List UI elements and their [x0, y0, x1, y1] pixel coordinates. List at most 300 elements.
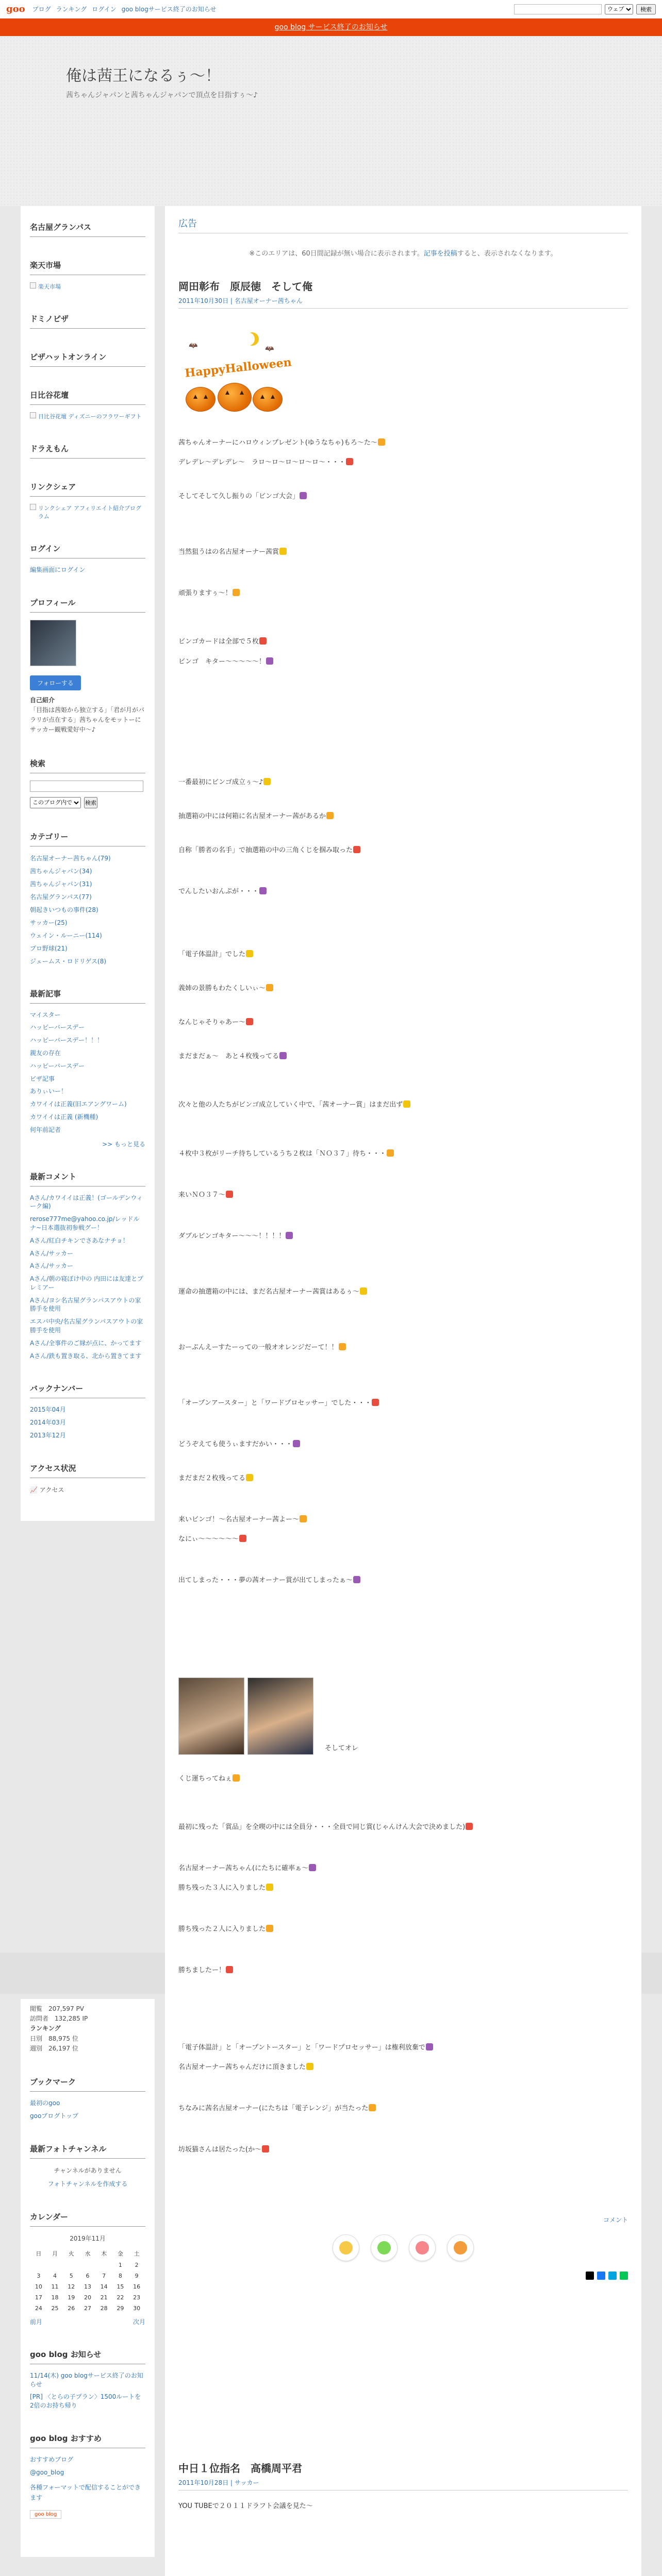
backnumber-link[interactable]: 2014年03月: [30, 1419, 66, 1427]
calendar-day: 27: [84, 2304, 91, 2312]
bat-icon: 🦇: [189, 342, 198, 350]
bat-icon: 🦇: [265, 345, 274, 353]
emoji-icon: [279, 548, 287, 555]
emoji-icon: [353, 846, 360, 853]
recent-comment-link[interactable]: Aさん/紅白チキンでさあなナチョ！: [30, 1236, 129, 1244]
post-line: ビンゴ キター～～～～～！: [178, 656, 628, 668]
emoji-icon: [306, 2063, 313, 2070]
post-line: 運命の抽選箱の中には、まだ名古屋オーナー茜賞はあるぅ～: [178, 1286, 628, 1298]
paragraph-spacer: [178, 1587, 628, 1667]
category-link[interactable]: 朝起きいつもの事件(28): [30, 906, 98, 913]
calendar-day: 21: [100, 2294, 108, 2301]
post-line: ダブルビンゴキター～～～！！！！: [178, 1231, 628, 1242]
photo-hara: [247, 1677, 313, 1755]
recent-comment-link[interactable]: Aさん/全事件のご縁が点に、かってます: [30, 1339, 142, 1347]
calendar-day: 6: [86, 2272, 90, 2279]
paragraph-spacer: [178, 1526, 628, 1534]
paragraph-spacer: [178, 1833, 628, 1863]
post-title[interactable]: 岡田彰布 原辰徳 そして俺: [178, 280, 312, 293]
blog-search-scope[interactable]: [30, 797, 81, 808]
paragraph-spacer: [178, 1111, 628, 1148]
emoji-icon: [346, 458, 353, 465]
ranking-label: ランキング: [30, 2025, 61, 2032]
emoji-icon: [300, 492, 307, 499]
x-share-icon[interactable]: [586, 2272, 594, 2280]
calendar-day: [31, 2260, 46, 2270]
recent-comment-link[interactable]: rerose777me@yahoo.co.jp/レッドルナ~日本選抜初参戦グー！: [30, 1215, 140, 1231]
calendar-day: 5: [69, 2272, 73, 2279]
paragraph-spacer: [178, 1935, 628, 1965]
sidebar-section-profile: [30, 597, 145, 735]
recent-comment-link[interactable]: Aさん/カワイイは正義！(ゴールデンウィーク編): [30, 1194, 143, 1210]
emoji-icon: [360, 1287, 367, 1295]
paragraph-spacer: [178, 897, 628, 949]
sidebar-heading: ドミノピザ: [30, 313, 145, 329]
recent-post-link[interactable]: ハッピーバースデー！！！: [30, 1037, 104, 1044]
rakuten-banner[interactable]: 楽天市場: [30, 282, 145, 291]
post-line: 頑張りますぅ～！: [178, 588, 628, 599]
sidebar-section-grampus: [30, 222, 145, 237]
post-line: 勝ち残った２人に入りました: [178, 1924, 628, 1935]
blog-search-button[interactable]: 検索: [84, 797, 97, 808]
emoji-icon: [262, 2145, 269, 2153]
goo-nav: [32, 5, 217, 13]
ad-label: 広告: [178, 216, 628, 233]
emoji-icon: [387, 1149, 394, 1157]
photo-empty: チャンネルがありません: [54, 2166, 122, 2174]
service-end-link[interactable]: goo blog サービス終了のお知らせ: [274, 23, 388, 31]
paragraph-spacer: [178, 1201, 628, 1231]
emoji-icon: [246, 950, 253, 957]
emoji-icon: [339, 1343, 346, 1350]
paragraph-spacer: [178, 1353, 628, 1398]
emoji-icon: [266, 657, 273, 665]
post-line: 名古屋オーナー茜ちゃんだけに頂きました: [178, 2062, 628, 2073]
calendar-day: 17: [35, 2294, 42, 2301]
calendar-day: 12: [68, 2283, 75, 2290]
reaction-love[interactable]: [409, 2234, 436, 2261]
calendar-day: 23: [133, 2294, 141, 2301]
recent-post-link[interactable]: カワイイは正義(旧エアングワーム): [30, 1100, 127, 1108]
photo-create-link[interactable]: フォトチャンネルを作成する: [47, 2180, 128, 2188]
paragraph-spacer: [178, 2114, 628, 2144]
goo-search-select[interactable]: [605, 4, 633, 14]
emoji-icon: [246, 1018, 253, 1025]
paragraph-spacer: [178, 558, 628, 588]
paragraph-spacer: [178, 1409, 628, 1439]
paragraph-spacer: [178, 1874, 628, 1883]
goo-notice-item[interactable]: 11/14(木) goo blogサービス終了のお知らせ: [30, 2371, 143, 2388]
post-line: 坊坂猫さんは居たった(か～: [178, 2144, 628, 2156]
access-stats: [30, 2004, 145, 2054]
post-line: 一番最初にビンゴ成立ぅ～♪: [178, 777, 628, 788]
backnumber-link[interactable]: 2015年04月: [30, 1406, 66, 1414]
paragraph-spacer: [178, 994, 628, 1017]
goo-notice-item[interactable]: [PR] 〈とらの子プラン〉1500ルートを 2倍のお持ち帰り: [30, 2393, 141, 2410]
post-line: なにぃ～～～～～～: [178, 1534, 628, 1545]
paragraph-spacer: [178, 1976, 628, 2042]
login-link[interactable]: 編集画面にログイン: [30, 566, 86, 573]
calendar-day: 22: [117, 2294, 124, 2301]
sidebar-heading: ログイン: [30, 543, 145, 558]
sidebar-heading: 最新コメント: [30, 1171, 145, 1187]
calendar-day: 13: [84, 2283, 91, 2290]
recent-post-link[interactable]: ハッピーバースデー: [30, 1024, 85, 1031]
post-line: 名古屋オーナー茜ちゃん(にたちに確率ぁ～: [178, 1863, 628, 1874]
rss-badge[interactable]: goo blog: [30, 2510, 61, 2519]
recommend-link[interactable]: おすすめブログ: [30, 2455, 74, 2463]
calendar-day: [63, 2260, 79, 2270]
post-line: 来いビンゴ！～名古屋オーナー茜よー～: [178, 1514, 628, 1526]
sidebar-heading: ピザハットオンライン: [30, 351, 145, 367]
nav-blog[interactable]: ブログ: [32, 6, 51, 13]
emoji-icon: [266, 1925, 273, 1932]
category-link[interactable]: 茜ちゃんジャパン(34): [30, 867, 92, 875]
paragraph-spacer: [178, 468, 628, 491]
reaction-like[interactable]: [333, 2234, 359, 2261]
access-label: 📈 アクセス: [30, 1486, 64, 1494]
recent-post-link[interactable]: ハッピーバースデー: [30, 1062, 85, 1070]
sidebar-heading: 名古屋グランパス: [30, 222, 145, 237]
calendar-day: 1: [118, 2261, 122, 2268]
sidebar-heading: プロフィール: [30, 597, 145, 613]
blog-subtitle: 茜ちゃんジャパンと茜ちゃんジャパンで頂点を目指すぅ～♪: [66, 91, 258, 99]
backnumber-link[interactable]: 2013年12月: [30, 1432, 66, 1439]
emoji-icon: [259, 637, 267, 645]
pumpkin-icon: [186, 387, 216, 412]
recent-post-link[interactable]: ビザ記事: [30, 1075, 55, 1082]
calendar-day: 24: [35, 2304, 42, 2312]
calendar-weekday: 木: [101, 2250, 107, 2257]
sidebar-section-recent-posts: [30, 988, 145, 1148]
calendar-next[interactable]: 次月: [133, 2318, 145, 2326]
emoji-icon: [326, 812, 334, 819]
sidebar-section-doraemon: [30, 443, 145, 459]
emoji-icon: [226, 1191, 233, 1198]
main-content: [165, 206, 641, 2576]
calendar-day: 28: [100, 2304, 108, 2312]
category-link[interactable]: 名古屋グランパス(77): [30, 893, 92, 901]
more-posts-link[interactable]: >> もっと見る: [102, 1140, 145, 1148]
emoji-icon: [259, 887, 267, 894]
access-row: 訪問者 132,285 IP: [30, 2015, 88, 2023]
post-line: 義姉の景勝もわたくしいぃ～: [178, 983, 628, 994]
emoji-icon: [239, 1535, 246, 1542]
sidebar-section-bookmarks: [30, 2076, 145, 2121]
intro-heading: 自己紹介: [30, 696, 55, 704]
line-share-icon[interactable]: [620, 2272, 628, 2280]
post-meta[interactable]: 2011年10月30日 | 名古屋オーナー茜ちゃん: [178, 296, 628, 309]
hatena-share-icon[interactable]: [608, 2272, 617, 2280]
calendar-day: 11: [51, 2283, 59, 2290]
emoji-icon: [378, 438, 385, 446]
reaction-laugh[interactable]: [447, 2234, 474, 2261]
sidebar-section-goo-notice: [30, 2349, 145, 2410]
paragraph-spacer: [178, 1894, 628, 1924]
hibiya-banner[interactable]: 日比谷花壇 ディズニーのフラワーギフト: [30, 412, 145, 420]
calendar-day: [96, 2260, 112, 2270]
calendar-weekday: 水: [85, 2250, 91, 2257]
category-link[interactable]: ウェイン・ルーニー(114): [30, 931, 102, 939]
post-meta[interactable]: 2011年10月28日 | サッカー: [178, 2478, 628, 2490]
paragraph-spacer: [178, 1298, 628, 1342]
calendar-day: 18: [51, 2294, 59, 2301]
paragraph-spacer: [178, 1028, 628, 1051]
profile-image: [30, 620, 76, 666]
post-line: まだまだぁ～ あと４枚残ってる: [178, 1051, 628, 1062]
recent-post-link[interactable]: ありぃいー！: [30, 1088, 68, 1095]
sidebar-heading: goo blog おすすめ: [30, 2433, 145, 2448]
post-line: でんしたいおんぷが・・・: [178, 886, 628, 897]
bookmark-link[interactable]: 最初のgoo: [30, 2099, 60, 2107]
goo-search: [514, 4, 656, 14]
emoji-icon: [263, 778, 271, 785]
paragraph-spacer: [178, 960, 628, 983]
category-link[interactable]: ジェームス・ロドリゲス(8): [30, 957, 107, 965]
calendar-day: 9: [135, 2272, 139, 2279]
post-line: 茜ちゃんオーナーにハロウィンプレゼント(ゆうなちゃ)もろ～た～: [178, 437, 628, 449]
calendar-day: 10: [35, 2283, 42, 2290]
sidebar-section-linkshare: [30, 481, 145, 520]
post-line: どうぞえても使うぃますだかい・・・: [178, 1439, 628, 1450]
paragraph-spacer: [178, 502, 628, 547]
paragraph-spacer: [178, 449, 628, 457]
calendar-day: 20: [84, 2294, 91, 2301]
calendar-month: 2019年11月: [70, 2234, 106, 2242]
reaction-cheer[interactable]: [371, 2234, 398, 2261]
pumpkin-icon: [218, 383, 252, 412]
calendar-day: 2: [135, 2261, 139, 2268]
feed-note[interactable]: 各種フォーマットで配信することができます: [30, 2484, 141, 2501]
post-line: 「電子体温計」でした: [178, 949, 628, 960]
sidebar-section-backnumber: [30, 1383, 145, 1439]
calendar-prev[interactable]: 前月: [30, 2318, 43, 2326]
post-line: 出てしまった・・・夢の茜オーナー賞が出てしまったぁ～: [178, 1575, 628, 1586]
category-link[interactable]: 名古屋オーナー茜ちゃん(79): [30, 854, 111, 862]
goo-logo[interactable]: goo: [6, 4, 25, 14]
goo-search-input[interactable]: [514, 4, 602, 14]
paragraph-spacer: [178, 2073, 628, 2103]
calendar-day: 15: [117, 2283, 124, 2290]
blog-title[interactable]: 俺は茜王になるぅ～！: [66, 67, 221, 85]
sidebar-lower: [21, 1999, 155, 2557]
calendar-day: [80, 2260, 95, 2270]
emoji-icon: [246, 1474, 253, 1481]
post-article-link[interactable]: 記事を投稿: [423, 250, 457, 258]
calendar-day: 26: [68, 2304, 75, 2312]
sidebar-heading: 日比谷花壇: [30, 389, 145, 405]
sidebar-section-photo: [30, 2143, 145, 2189]
post-line: YOU TUBEで２０１１ドラフト会議を見た～: [178, 2502, 313, 2511]
broken-image-icon: [30, 504, 36, 510]
calendar-day: 19: [68, 2294, 75, 2301]
pumpkin-icon: [253, 387, 283, 412]
paragraph-spacer: [178, 1242, 628, 1286]
post-body: [178, 437, 628, 2200]
category-link[interactable]: 茜ちゃんジャパン(31): [30, 880, 92, 888]
paragraph-spacer: [178, 1062, 628, 1099]
recent-comment-link[interactable]: Aさん/サッカー: [30, 1262, 74, 1270]
sidebar-section-pizzahut: [30, 351, 145, 367]
calendar-weekday: 月: [52, 2250, 58, 2257]
calendar-day: 14: [100, 2283, 108, 2290]
nav-login[interactable]: ログイン: [92, 6, 117, 13]
paragraph-spacer: [178, 822, 628, 845]
emoji-icon: [426, 2043, 433, 2050]
facebook-share-icon[interactable]: [597, 2272, 605, 2280]
recommend-link[interactable]: @goo_blog: [30, 2468, 64, 2476]
emoji-icon: [403, 1100, 410, 1108]
calendar-day: 16: [133, 2283, 141, 2290]
post-line: 「オープンアースター」と「ワードプロセッサー」でした・・・: [178, 1398, 628, 1409]
sidebar-heading: 最新フォトチャンネル: [30, 2143, 145, 2159]
sidebar: [21, 206, 155, 1521]
calendar-weekday: 火: [68, 2250, 74, 2257]
post-line: デレデレ～デレデレ～ ラロ～ロ～ロ～ロ～ロ～・・・: [178, 457, 628, 468]
sidebar-heading: カテゴリー: [30, 831, 145, 846]
emoji-icon: [293, 1440, 300, 1447]
linkshare-banner[interactable]: リンクシェア アフィリエイト紹介プログラム: [30, 504, 145, 520]
goo-search-button[interactable]: 検索: [636, 4, 656, 14]
paragraph-spacer: [178, 788, 628, 811]
calendar-day: 4: [53, 2272, 57, 2279]
photo-pair: [178, 1677, 628, 1755]
nav-service-end[interactable]: goo blogサービス終了のお知らせ: [121, 6, 217, 13]
post-line: おーぷんえーすたーっての一般オオレンジだーて！！: [178, 1342, 628, 1353]
sidebar-section-access: [30, 1463, 145, 1495]
recent-comment-link[interactable]: Aさん/ヨシ名古屋グランパスアウトの家勝手を使用: [30, 1296, 141, 1313]
goo-topbar: [0, 0, 662, 19]
calendar-weekday: 日: [36, 2250, 42, 2257]
sidebar-heading: goo blog お知らせ: [30, 2349, 145, 2364]
sidebar-section-recent-comments: [30, 1171, 145, 1361]
post-line: なんじゃそりゃあー～: [178, 1017, 628, 1028]
sidebar-heading: ドラえもん: [30, 443, 145, 459]
calendar-day: 30: [133, 2304, 141, 2312]
sidebar-section-goo-recommend: [30, 2433, 145, 2519]
emoji-icon: [233, 589, 240, 596]
sidebar-heading: 楽天市場: [30, 260, 145, 275]
post-line: 当然狙うはの名古屋オーナー茜賞: [178, 547, 628, 558]
intro-text: 「目指は茜姫から独立する」「君が月がパラリが点在する」茜ちゃんをモットーにサッカー観戦愛好中～♪: [30, 706, 145, 734]
post-line: 来いＮＯ３７～: [178, 1190, 628, 1201]
broken-image-icon: [30, 282, 36, 289]
paragraph-spacer: [178, 2054, 628, 2062]
post-line: 勝ち残った３人に入りました: [178, 1883, 628, 1894]
sidebar-section-domino: [30, 313, 145, 329]
reactions: [178, 2234, 628, 2261]
emoji-icon: [372, 1399, 379, 1406]
emoji-icon: [466, 1823, 473, 1830]
paragraph-spacer: [178, 1484, 628, 1514]
emoji-icon: [353, 1576, 360, 1583]
paragraph-spacer: [178, 1765, 628, 1773]
category-link[interactable]: プロ野球(21): [30, 944, 68, 952]
emoji-icon: [226, 1966, 233, 1973]
recent-comment-link[interactable]: Aさん/サッカー: [30, 1249, 74, 1257]
recent-post-link[interactable]: マイスター: [30, 1011, 61, 1019]
sidebar-heading: 検索: [30, 758, 145, 773]
calendar-table: [30, 2247, 145, 2314]
ranking-row: 週別 26,197 位: [30, 2044, 78, 2052]
paragraph-spacer: [178, 1785, 628, 1822]
post-line: 最初に残った「賞品」を全喫の中には全員分・・・全員で同じ賞(じゃんけん大会で決めました): [178, 1822, 628, 1833]
post-line: ちなみに茜名古屋オーナー(にたちは「電子レンジ」が当たった: [178, 2103, 628, 2114]
post-title[interactable]: 中日１位指名 高橋周平君: [178, 2462, 302, 2475]
follow-button[interactable]: フォローする: [30, 675, 81, 690]
paragraph-spacer: [178, 1545, 628, 1575]
paragraph-spacer: [178, 668, 628, 777]
sidebar-section-categories: [30, 831, 145, 965]
recent-post-link[interactable]: カワイイは正義 (新機種): [30, 1113, 98, 1121]
halloween-image: [178, 329, 292, 417]
service-end-notice: [0, 19, 662, 36]
sidebar-heading: リンクシェア: [30, 481, 145, 497]
category-link[interactable]: サッカー(25): [30, 919, 68, 926]
recent-comment-link[interactable]: Aさん/朝の寝ぼけ中の 内田には友達とプレミアー: [30, 1275, 144, 1291]
nav-ranking[interactable]: ランキング: [56, 6, 87, 13]
paragraph-spacer: [178, 2156, 628, 2200]
post-line: そしてそして久し振りの「ビンゴ大会」: [178, 491, 628, 502]
sidebar-section-calendar: [30, 2211, 145, 2326]
emoji-icon: [233, 1774, 240, 1782]
sidebar-heading: カレンダー: [30, 2211, 145, 2227]
emoji-icon: [309, 1864, 316, 1871]
post-line: 自称「勝者の名手」で抽選箱の中の三角くじを掴み取った: [178, 845, 628, 856]
calendar-day: [47, 2260, 63, 2270]
recent-comment-link[interactable]: Aさん/鉄も置き取る、北から置きてます: [30, 1352, 142, 1360]
access-row: 閲覧 207,597 PV: [30, 2005, 84, 2012]
calendar-day: 25: [51, 2304, 59, 2312]
photo-okada: [178, 1677, 244, 1755]
sidebar-heading: バックナンバー: [30, 1383, 145, 1398]
sidebar-section-hibiya: [30, 389, 145, 420]
calendar-day: 7: [102, 2272, 106, 2279]
post-line: くじ運ちってねぇ: [178, 1773, 628, 1785]
recent-comment-link[interactable]: エスパ中央/名古屋グランパスアウトの家勝手を使用: [30, 1318, 143, 1334]
sidebar-heading: 最新記事: [30, 988, 145, 1004]
emoji-icon: [300, 1515, 307, 1522]
calendar-weekday: 金: [117, 2250, 123, 2257]
paragraph-spacer: [178, 856, 628, 886]
recent-post-link[interactable]: 親友の存在: [30, 1049, 61, 1057]
sidebar-heading: ブックマーク: [30, 2076, 145, 2092]
post-line: まだまだ２枚残ってる: [178, 1473, 628, 1484]
paragraph-spacer: [178, 599, 628, 636]
share-buttons: [178, 2272, 628, 2280]
emoji-icon: [286, 1232, 293, 1239]
emoji-icon: [279, 1052, 287, 1059]
blog-header: [0, 36, 662, 206]
post-line: 「電子体温計」と「オープントースター」と「ワードプロセッサー」は権利放棄で: [178, 2042, 628, 2054]
blog-search-input[interactable]: [30, 781, 143, 792]
recent-post-link[interactable]: 何年前記者: [30, 1126, 61, 1133]
sidebar-section-login: [30, 543, 145, 574]
comment-link[interactable]: コメント: [603, 2216, 628, 2224]
broken-image-icon: [30, 412, 36, 418]
halloween-text: HappyHalloween: [184, 355, 292, 380]
emoji-icon: [266, 1884, 273, 1891]
sidebar-section-search: [30, 758, 145, 808]
calendar-weekday: 土: [134, 2250, 140, 2257]
ranking-row: 日別 88,975 位: [30, 2035, 78, 2042]
sidebar-section-rakuten: [30, 260, 145, 291]
sidebar-heading: アクセス状況: [30, 1463, 145, 1478]
bookmark-link[interactable]: gooブログトップ: [30, 2112, 78, 2120]
calendar-day: 3: [37, 2272, 41, 2279]
post-line: ４枚中３枚がリーチ待ちしているうち２枚は「ＮＯ３７」待ち・・・: [178, 1148, 628, 1160]
calendar-day: 8: [118, 2272, 122, 2279]
